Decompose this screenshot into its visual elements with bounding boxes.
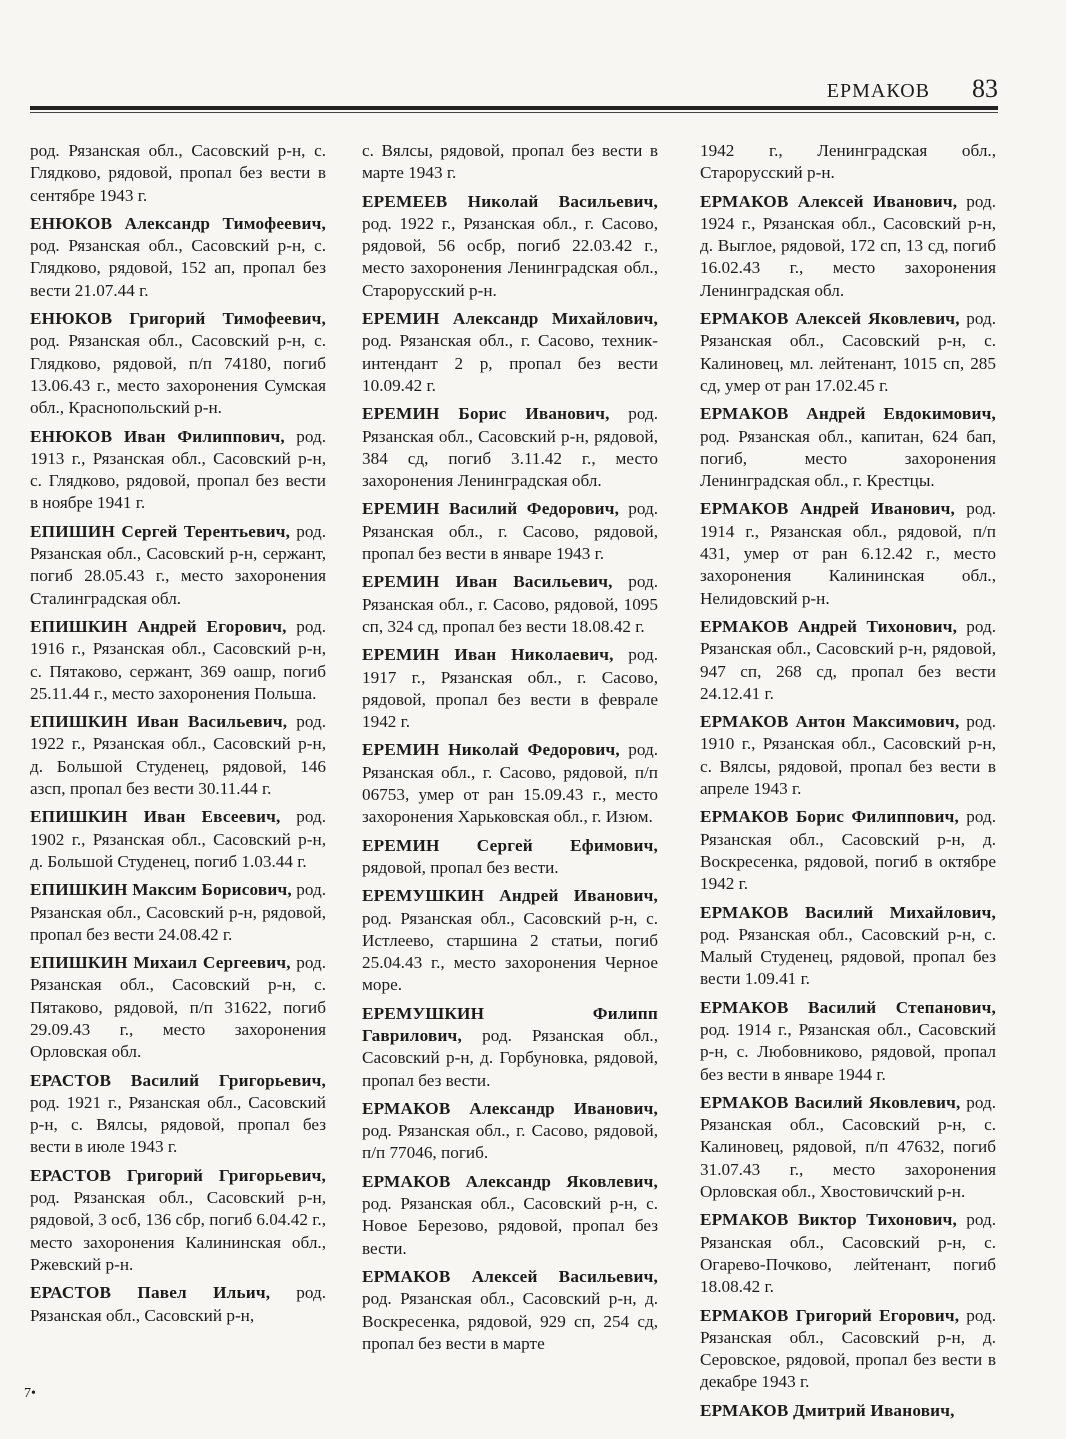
entry-text: род. Рязанская обл., г. Сасово, рядовой, п/п 77046, погиб. bbox=[362, 1121, 658, 1163]
register-entry bbox=[362, 1098, 658, 1165]
entry-name: ЕРМАКОВ Григорий Егорович, bbox=[700, 1305, 960, 1325]
entry-text: род. 1921 г., Рязанская обл., Сасовский р-н, с. Вялсы, рядовой, пропал без вести в июле 1943 г. bbox=[30, 1092, 326, 1157]
entry-name: ЕПИШКИН Иван Васильевич, bbox=[30, 712, 288, 732]
entry-text: род. Рязанская обл., Сасовский р-н, д. Воскресенка, рядовой, погиб в октябре 1942 г. bbox=[700, 807, 997, 894]
register-entry bbox=[700, 902, 996, 991]
entry-name: ЕПИШКИН Максим Борисович, bbox=[30, 880, 292, 900]
entry-text: род. 1922 г., Рязанская обл., Сасовский р-н, д. Большой Студенец, рядовой, 146 азсп, пропал без вести 30.11.44 г. bbox=[30, 712, 326, 799]
page-header bbox=[30, 76, 998, 106]
signature-mark: 7• bbox=[24, 1386, 36, 1401]
header-rule-thin bbox=[30, 112, 998, 113]
entry-name: ЕРЕМИН Василий Федорович, bbox=[362, 499, 620, 519]
entry-text: род. 1924 г., Рязанская обл., Сасовский р-н, д. Выглое, рядовой, 172 сп, 13 сд, погиб 16.02.43 г., место захоронения Ленинградская обл. bbox=[700, 191, 997, 300]
entry-name: ЕРМАКОВ Василий Степанович, bbox=[700, 997, 996, 1017]
register-entry bbox=[362, 498, 658, 565]
column-1 bbox=[30, 140, 326, 1333]
register-entry bbox=[700, 997, 996, 1086]
entry-text: род. Рязанская обл., Сасовский р-н, сержант, погиб 28.05.43 г., место захоронения Сталинградская обл. bbox=[30, 521, 326, 608]
entry-text: род. Рязанская обл., Сасовский р-н, с. Новое Березово, рядовой, пропал без вести. bbox=[362, 1194, 658, 1258]
column-3 bbox=[700, 140, 996, 1428]
header-rule-thick bbox=[30, 106, 998, 110]
entry-name: ЕРМАКОВ Дмитрий Иванович, bbox=[700, 1400, 955, 1420]
entry-text: род. Рязанская обл., Сасовский р-н, с. Глядково, рядовой, п/п 74180, погиб 13.06.43 г., место захоронения Сумская обл., Краснопольский р-н. bbox=[30, 331, 326, 418]
register-entry bbox=[700, 1305, 996, 1394]
entry-text: род. Рязанская обл., Сасовский р-н, д. Горбуновка, рядовой, пропал без вести. bbox=[362, 1025, 658, 1090]
entry-text: род. Рязанская обл., Сасовский р-н, д. Серовское, рядовой, пропал без вести в декабре 1943 г. bbox=[700, 1305, 996, 1392]
entry-text: род. 1913 г., Рязанская обл., Сасовский р-н, с. Глядково, рядовой, пропал без вести в ноябре 1941 г. bbox=[30, 426, 326, 513]
entry-text: род. Рязанская обл., г. Сасово, техник-интендант 2 р, пропал без вести 10.09.42 г. bbox=[362, 331, 658, 395]
register-entry bbox=[30, 711, 326, 800]
entry-name: ЕРЕМИН Сергей Ефимович, bbox=[362, 835, 658, 855]
entry-name: ЕРЕМУШКИН Андрей Иванович, bbox=[362, 886, 658, 906]
entry-text: род. Рязанская обл., капитан, 624 бап, погиб, место захоронения Ленинградская обл., г. Крестцы. bbox=[700, 426, 996, 491]
column-2 bbox=[362, 140, 658, 1361]
entry-name: ЕПИШКИН Иван Евсеевич, bbox=[30, 807, 281, 827]
register-entry bbox=[700, 1209, 996, 1298]
register-entry bbox=[30, 140, 326, 207]
register-entry bbox=[30, 1282, 326, 1327]
register-entry bbox=[30, 308, 326, 419]
register-entry bbox=[700, 191, 996, 302]
register-entry bbox=[362, 644, 658, 733]
entry-name: ЕРМАКОВ Александр Иванович, bbox=[362, 1098, 658, 1118]
register-entry bbox=[30, 426, 326, 515]
register-entry bbox=[362, 885, 658, 996]
entry-name: ЕРМАКОВ Алексей Иванович, bbox=[700, 191, 958, 211]
register-entry bbox=[30, 1070, 326, 1159]
entry-name: ЕНЮКОВ Александр Тимофеевич, bbox=[30, 213, 326, 233]
entry-text: с. Вялсы, рядовой, пропал без вести в марте 1943 г. bbox=[362, 141, 658, 183]
entry-name: ЕРМАКОВ Антон Максимович, bbox=[700, 712, 960, 732]
register-entry bbox=[362, 191, 658, 302]
register-entry bbox=[30, 952, 326, 1063]
entry-text: род. Рязанская обл., Сасовский р-н, с. Калиновец, рядовой, п/п 47632, погиб 31.07.43 г., место захоронения Орловская обл., Хвостовичский р-н. bbox=[700, 1092, 997, 1202]
entry-name: ЕРЕМИН Иван Васильевич, bbox=[362, 572, 613, 592]
register-entry bbox=[700, 616, 996, 705]
page-number: 83 bbox=[972, 74, 998, 103]
entry-name: ЕРАСТОВ Василий Григорьевич, bbox=[30, 1070, 326, 1090]
entry-name: ЕРМАКОВ Виктор Тихонович, bbox=[700, 1210, 958, 1230]
entry-name: ЕНЮКОВ Григорий Тимофеевич, bbox=[30, 309, 326, 329]
entry-name: ЕРЕМИН Александр Михайлович, bbox=[362, 309, 658, 329]
entry-text: род. Рязанская обл., Сасовский р-н, с. Калиновец, мл. лейтенант, 1015 сп, 285 сд, умер от ран 17.02.45 г. bbox=[700, 309, 996, 395]
entry-name: ЕРАСТОВ Григорий Григорьевич, bbox=[30, 1165, 326, 1185]
entry-text: род. 1922 г., Рязанская обл., г. Сасово, рядовой, 56 осбр, погиб 22.03.42 г., место захоронения Ленинградская обл., Старорусский р-н. bbox=[362, 213, 658, 300]
register-entry bbox=[30, 213, 326, 302]
register-entry bbox=[700, 806, 996, 895]
entry-name: ЕРМАКОВ Александр Яковлевич, bbox=[362, 1171, 658, 1191]
entry-text: род. 1914 г., Рязанская обл., рядовой, п/п 431, умер от ран 6.12.42 г., место захоронения Калининская обл., Нелидовский р-н. bbox=[700, 499, 996, 608]
register-entry bbox=[362, 1171, 658, 1260]
entry-name: ЕРЕМИН Борис Иванович, bbox=[362, 404, 610, 424]
entry-name: ЕПИШКИН Михаил Сергеевич, bbox=[30, 953, 291, 973]
register-entry bbox=[700, 711, 996, 800]
entry-text: род. Рязанская обл., г. Сасово, рядовой, п/п 06753, умер от ран 15.09.43 г., место захоронения Харьковская обл., г. Изюм. bbox=[362, 740, 658, 827]
entry-text: род. 1902 г., Рязанская обл., Сасовский р-н, д. Большой Студенец, погиб 1.03.44 г. bbox=[30, 807, 326, 871]
entry-text: род. 1914 г., Рязанская обл., Сасовский р-н, с. Любовниково, рядовой, пропал без вести в январе 1944 г. bbox=[700, 1019, 996, 1084]
register-entry bbox=[30, 616, 326, 705]
register-entry bbox=[362, 835, 658, 880]
entry-text: род. Рязанская обл., г. Сасово, рядовой, 1095 сп, 324 сд, пропал без вести 18.08.42 г. bbox=[362, 572, 658, 636]
register-entry bbox=[362, 403, 658, 492]
text-columns bbox=[30, 140, 998, 1420]
register-entry bbox=[700, 1400, 996, 1422]
entry-name: ЕРАСТОВ Павел Ильич, bbox=[30, 1283, 271, 1303]
entry-text: род. 1910 г., Рязанская обл., Сасовский р-н, с. Вялсы, рядовой, пропал без вести в апреле 1943 г. bbox=[700, 712, 997, 799]
running-head: ЕРМАКОВ bbox=[826, 80, 930, 102]
register-entry bbox=[30, 879, 326, 946]
entry-name: ЕРМАКОВ Алексей Васильевич, bbox=[362, 1266, 658, 1286]
entry-text: род. Рязанская обл., Сасовский р-н, рядовой, 384 сд, погиб 3.11.42 г., место захоронения Ленинградская обл. bbox=[362, 404, 659, 491]
entry-name: ЕРМАКОВ Алексей Яковлевич, bbox=[700, 309, 960, 329]
entry-name: ЕРЕМУШКИН Филипп Гаврилович, bbox=[362, 1003, 658, 1045]
entry-text: род. Рязанская обл., г. Сасово, рядовой, пропал без вести в январе 1943 г. bbox=[362, 499, 659, 564]
entry-text: род. Рязанская обл., Сасовский р-н, с. Малый Студенец, рядовой, пропал без вести 1.09.41 г. bbox=[700, 924, 996, 989]
entry-text: род. Рязанская обл., Сасовский р-н, с. Глядково, рядовой, 152 ап, пропал без вести 21.07.44 г. bbox=[30, 236, 326, 300]
entry-name: ЕРЕМЕЕВ Николай Васильевич, bbox=[362, 191, 658, 211]
register-entry bbox=[700, 498, 996, 609]
entry-name: ЕРМАКОВ Василий Михайлович, bbox=[700, 902, 996, 922]
entry-text: род. Рязанская обл., Сасовский р-н, д. Воскресенка, рядовой, 929 сп, 254 сд, пропал без вести в марте bbox=[362, 1289, 658, 1353]
entry-name: ЕРМАКОВ Борис Филиппович, bbox=[700, 807, 960, 827]
register-entry bbox=[30, 521, 326, 610]
entry-name: ЕНЮКОВ Иван Филиппович, bbox=[30, 426, 285, 446]
entry-name: ЕРМАКОВ Андрей Иванович, bbox=[700, 499, 956, 519]
entry-text: рядовой, пропал без вести. bbox=[362, 857, 559, 877]
register-entry bbox=[700, 308, 996, 397]
register-entry bbox=[362, 308, 658, 397]
register-entry bbox=[362, 739, 658, 828]
register-entry bbox=[30, 806, 326, 873]
entry-name: ЕРМАКОВ Андрей Евдокимович, bbox=[700, 404, 996, 424]
register-entry bbox=[362, 571, 658, 638]
register-entry bbox=[700, 140, 996, 185]
entry-name: ЕРМАКОВ Василий Яковлевич, bbox=[700, 1092, 961, 1112]
register-entry bbox=[700, 1092, 996, 1203]
entry-name: ЕРМАКОВ Андрей Тихонович, bbox=[700, 616, 958, 636]
entry-text: род. Рязанская обл., Сасовский р-н, рядовой, 947 сп, 268 сд, пропал без вести 24.12.41 г. bbox=[700, 616, 997, 703]
entry-text: 1942 г., Ленинградская обл., Старорусский р-н. bbox=[700, 141, 996, 183]
entry-text: род. Рязанская обл., Сасовский р-н, с. Пятаково, рядовой, п/п 31622, погиб 29.09.43 г., место захоронения Орловская обл. bbox=[30, 953, 326, 1062]
entry-text: род. 1916 г., Рязанская обл., Сасовский р-н, с. Пятаково, сержант, 369 оашр, погиб 25.11.44 г., место захоронения Польша. bbox=[30, 616, 327, 703]
entry-text: род. Рязанская обл., Сасовский р-н, рядовой, 3 осб, 136 сбр, погиб 6.04.42 г., место захоронения Калининская обл., Ржевский р-н. bbox=[30, 1188, 326, 1274]
entry-text: род. Рязанская обл., Сасовский р-н, рядовой, пропал без вести 24.08.42 г. bbox=[30, 880, 326, 944]
entry-text: род. Рязанская обл., Сасовский р-н, bbox=[30, 1283, 326, 1325]
entry-text: род. Рязанская обл., Сасовский р-н, с. Глядково, рядовой, пропал без вести в сентябре 1943 г. bbox=[30, 141, 326, 205]
register-entry bbox=[362, 1266, 658, 1355]
entry-name: ЕРЕМИН Николай Федорович, bbox=[362, 740, 620, 760]
entry-name: ЕРЕМИН Иван Николаевич, bbox=[362, 645, 614, 665]
entry-text: род. Рязанская обл., Сасовский р-н, с. Огарево-Почково, лейтенант, погиб 18.08.42 г. bbox=[700, 1210, 997, 1297]
entry-text: род. 1917 г., Рязанская обл., г. Сасово, рядовой, пропал без вести в феврале 1942 г. bbox=[362, 645, 658, 732]
entry-name: ЕПИШИН Сергей Терентьевич, bbox=[30, 521, 291, 541]
entry-text: род. Рязанская обл., Сасовский р-н, с. Истлеево, старшина 2 статьи, погиб 25.04.43 г., место захоронения Черное море. bbox=[362, 908, 658, 995]
register-entry bbox=[362, 1003, 658, 1092]
register-entry bbox=[362, 140, 658, 185]
entry-name: ЕПИШКИН Андрей Егорович, bbox=[30, 616, 287, 636]
register-entry bbox=[700, 403, 996, 492]
register-entry bbox=[30, 1165, 326, 1276]
